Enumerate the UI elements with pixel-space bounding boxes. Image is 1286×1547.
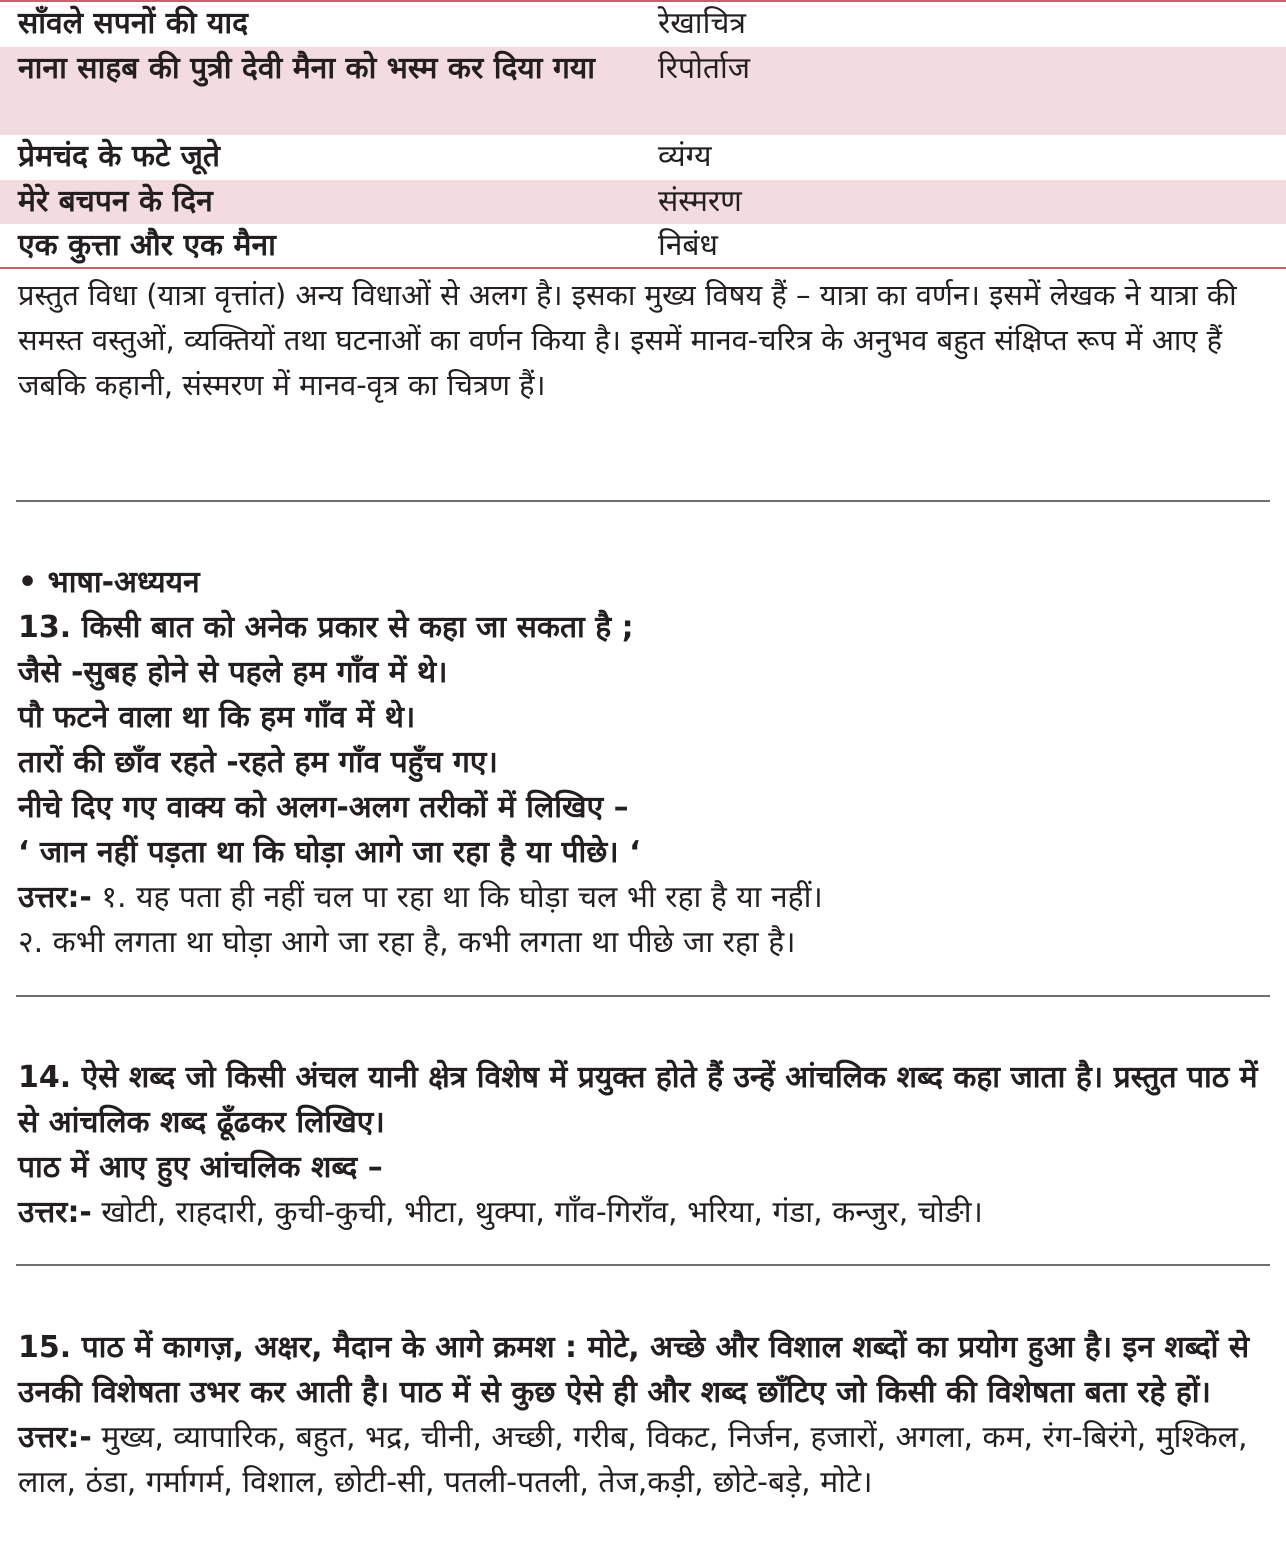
q13-line: जैसे -सुबह होने से पहले हम गाँव में थे। [18,655,448,690]
intro-paragraph: प्रस्तुत विधा (यात्रा वृत्तांत) अन्य विधाओं से अलग है। इसका मुख्य विषय हैं – यात्रा का वर्णन। इसमें लेखक ने यात्रा की समस्त वस्तुओं, व्यक्तियों तथा घटनाओं का वर्णन किया है। इसमें मानव-चरित्र के अनुभव बहुत संक्षिप्त रूप में आए हैं जबकि कहानी, संस्मरण में मानव-वृत्र का चित्रण हैं। [18,278,1237,402]
table-row [0,224,1286,267]
divider [16,995,1270,997]
question-14-block [18,1055,1280,1235]
question-15-block [18,1325,1280,1505]
answer-label: उत्तर:- [18,1195,92,1230]
table-row [0,135,1286,180]
genre-table [0,0,1286,269]
lesson-title: नाना साहब की पुत्री देवी मैना को भस्म कर दिया गया [18,51,596,86]
q13-line: नीचे दिए गए वाक्य को अलग-अलग तरीकों में लिखिए – [18,790,629,825]
question-13-block [18,560,1280,965]
q14-answer [18,1190,1280,1235]
q13-answer-2: २. कभी लगता था घोड़ा आगे जा रहा है, कभी लगता था पीछे जा रहा है। [18,925,796,960]
q14-question: 14. ऐसे शब्द जो किसी अंचल यानी क्षेत्र विशेष में प्रयुक्त होते हैं उन्हें आंचलिक शब्द कहा जाता है। प्रस्तुत पाठ में से आंचलिक शब्द ढूँढकर लिखिए। [18,1060,1258,1140]
q13-line: ‘ जान नहीं पड़ता था कि घोड़ा आगे जा रहा है या पीछे। ‘ [18,835,641,870]
q14-sub: पाठ में आए हुए आंचलिक शब्द – [18,1150,383,1185]
section-heading: • भाषा-अध्ययन [18,565,200,600]
answer-text: मुख्य, व्यापारिक, बहुत, भद्र, चीनी, अच्छी, गरीब, विकट, निर्जन, हजारों, अगला, कम, रंग-बिरंगे, मुश्किल, लाल, ठंडा, गर्मागर्म, विशाल, छोटी-सी, पतली-पतली, तेज,कड़ी, छोटे-बड़े, मोटे। [18,1420,1248,1500]
lesson-title: प्रेमचंद के फटे जूते [18,139,220,174]
lesson-genre: संस्मरण [658,184,742,219]
lesson-genre: व्यंग्य [658,139,712,174]
q13-answer-1 [18,875,1280,920]
answer-label: उत्तर:- [18,880,92,915]
answer-text: खोटी, राहदारी, कुची-कुची, भीटा, थुक्पा, गाँव-गिराँव, भरिया, गंडा, कन्जुर, चोङी। [91,1195,983,1230]
lesson-title: मेरे बचपन के दिन [18,184,213,219]
lesson-genre: रिपोर्ताज [658,51,750,86]
lesson-genre: रेखाचित्र [658,6,746,41]
q15-question: 15. पाठ में कागज़, अक्षर, मैदान के आगे क्रमश : मोटे, अच्छे और विशाल शब्दों का प्रयोग हुआ है। इन शब्दों से उनकी विशेषता उभर कर आती है। पाठ में से कुछ ऐसे ही और शब्द छाँटिए जो किसी की विशेषता बता रहे हों। [18,1330,1250,1410]
q13-line: पौ फटने वाला था कि हम गाँव में थे। [18,700,416,735]
table-row [0,2,1286,47]
divider [16,500,1270,502]
lesson-genre: निबंध [658,228,718,263]
divider [16,1264,1270,1266]
q15-answer [18,1415,1280,1505]
table-row [0,180,1286,224]
q13-line: तारों की छाँव रहते -रहते हम गाँव पहुँच गए। [18,745,498,780]
q13-line: 13. किसी बात को अनेक प्रकार से कहा जा सकता है ; [18,610,634,645]
lesson-title: साँवले सपनों की याद [18,6,249,41]
lesson-title: एक कुत्ता और एक मैना [18,228,276,263]
answer-label: उत्तर:- [18,1420,92,1455]
answer-text: १. यह पता ही नहीं चल पा रहा था कि घोड़ा चल भी रहा है या नहीं। [91,880,823,915]
table-row [0,47,1286,135]
